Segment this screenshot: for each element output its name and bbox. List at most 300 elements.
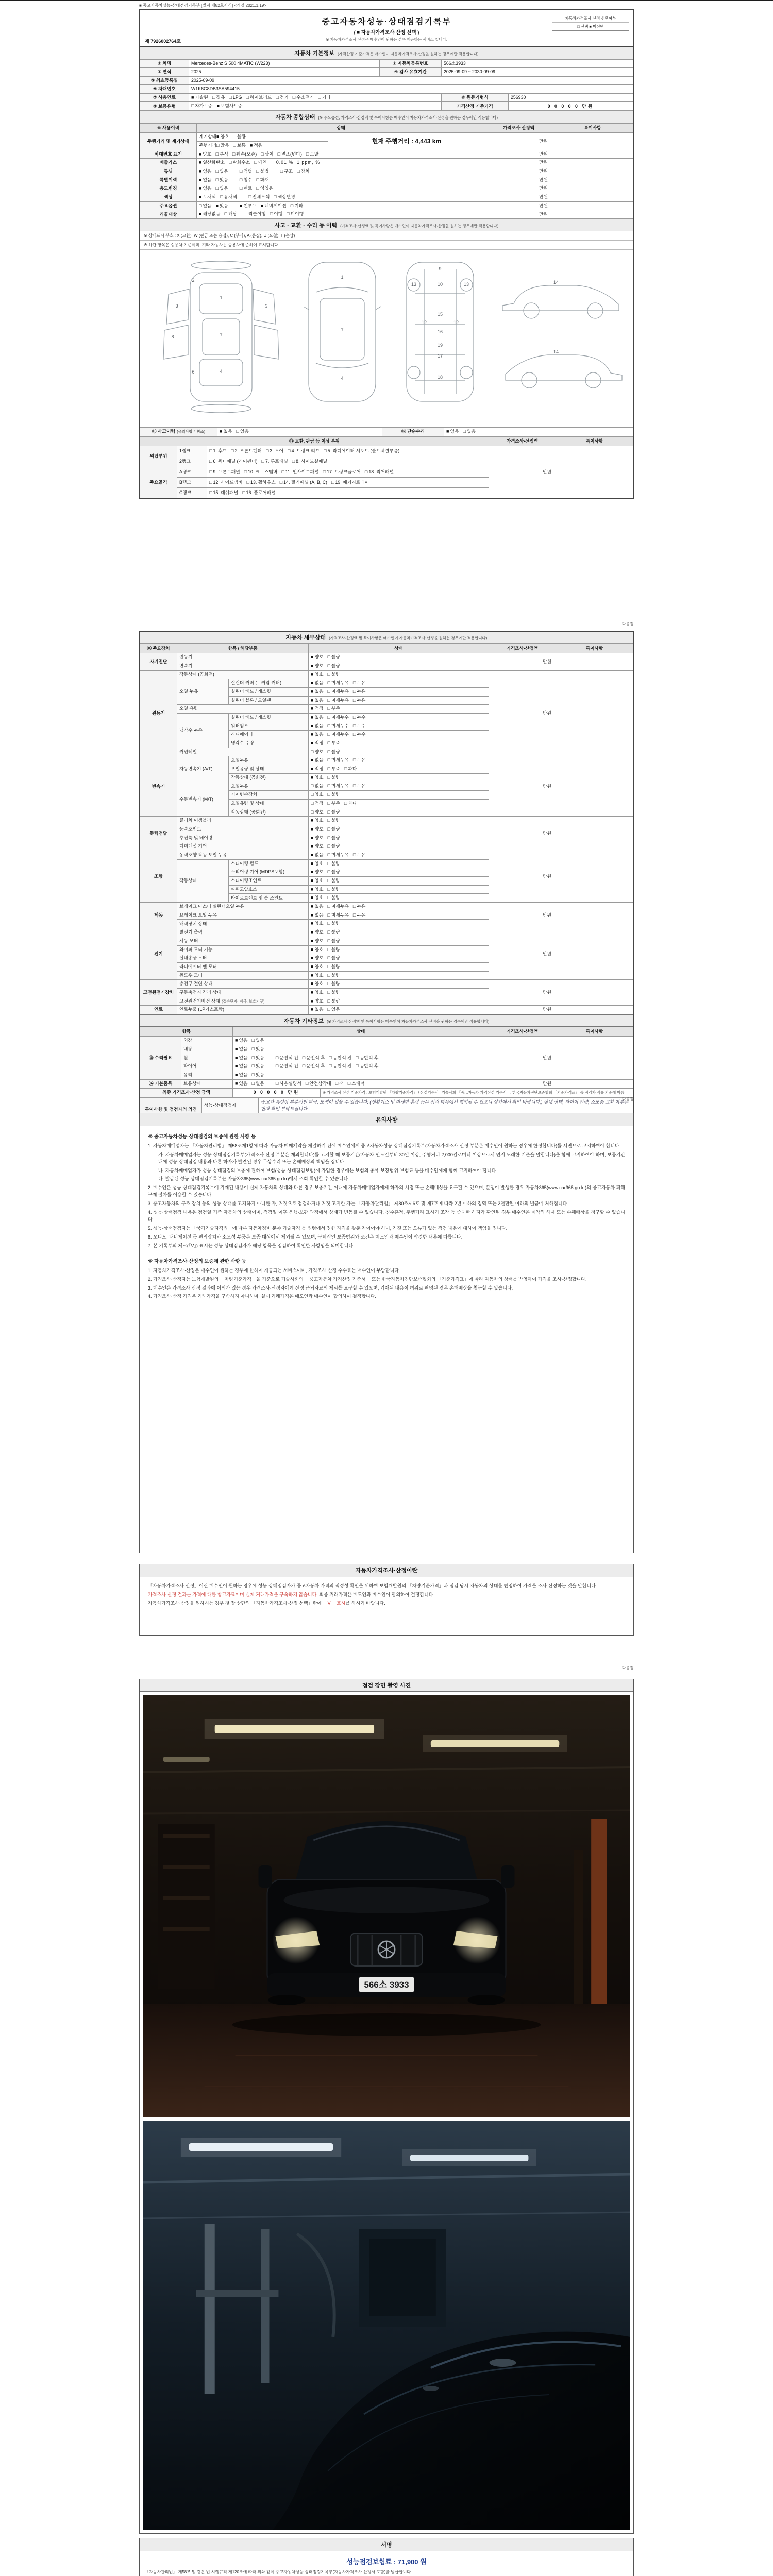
checkbox-option-checked[interactable] (311, 698, 323, 704)
checkbox-option-checked[interactable] (311, 895, 323, 901)
option-group (311, 757, 369, 762)
checkbox-option-checked[interactable] (311, 826, 323, 833)
checkbox-option-checked[interactable] (311, 672, 323, 678)
section-page4 (139, 1679, 634, 2576)
cell-text: 만원 (543, 951, 551, 957)
checkbox-icon: □ (302, 1055, 306, 1060)
checkbox-option[interactable] (270, 211, 282, 217)
checkbox-option[interactable] (209, 468, 240, 476)
checkbox-option[interactable] (327, 783, 348, 789)
checkbox-label: 불량 (331, 963, 340, 969)
cell-text: 주요골격 (149, 479, 167, 485)
checkbox-checked-icon: ■ (220, 429, 223, 434)
checkbox-option-checked[interactable] (311, 938, 323, 944)
checkbox-option-checked[interactable] (311, 1007, 323, 1013)
checkbox-option[interactable] (463, 429, 475, 435)
checkbox-label: 보통 (237, 142, 246, 148)
checkbox-option[interactable] (348, 1081, 365, 1087)
checkbox-option-checked[interactable] (311, 921, 323, 927)
option-group (311, 792, 344, 797)
checkbox-option[interactable] (324, 447, 399, 455)
checkbox-option[interactable] (215, 151, 228, 158)
checkbox-icon: □ (231, 448, 234, 453)
checkbox-option[interactable] (353, 783, 365, 789)
checkbox-option[interactable] (251, 1063, 264, 1070)
checkbox-option[interactable] (327, 654, 340, 660)
checkbox-option[interactable] (209, 457, 258, 465)
checkbox-label: 없음 (314, 723, 324, 728)
checkbox-option[interactable] (247, 479, 276, 486)
checkbox-option[interactable] (306, 151, 318, 158)
checkbox-option[interactable] (215, 168, 228, 175)
checkbox-option[interactable] (242, 489, 276, 497)
checkbox-option[interactable] (209, 479, 243, 486)
checkbox-option-checked[interactable] (311, 766, 323, 772)
svg-text:13: 13 (411, 282, 417, 287)
checkbox-option-checked[interactable] (311, 740, 323, 747)
price-survey-select-choice[interactable]: □ 선택 ■ 미선택 (577, 24, 604, 29)
paragraph (148, 1591, 625, 1599)
checkbox-option-checked[interactable] (240, 203, 257, 209)
checkbox-option[interactable] (215, 185, 228, 192)
checkbox-label: 없음 (314, 757, 324, 763)
row-label (140, 76, 189, 84)
checkbox-option-checked[interactable] (311, 663, 323, 669)
checkbox-option-checked[interactable] (311, 887, 323, 893)
checkbox-option[interactable] (251, 1038, 264, 1044)
checkbox-option[interactable] (233, 143, 245, 149)
checkbox-option-checked[interactable] (311, 964, 323, 970)
table-cell (552, 210, 633, 219)
checkbox-option[interactable] (256, 168, 268, 175)
checkbox-option[interactable] (353, 715, 365, 721)
next-page-marker: 다음장 (621, 1666, 634, 1670)
checkbox-option[interactable] (353, 852, 365, 858)
checkbox-label: 양호 (314, 774, 324, 780)
checkbox-option-checked[interactable] (215, 203, 228, 209)
checkbox-checked-icon: ■ (235, 1038, 238, 1043)
row-label (181, 1079, 233, 1088)
checkbox-option[interactable] (327, 955, 340, 961)
row-label (140, 93, 189, 102)
checkbox-option[interactable] (353, 904, 365, 910)
checkbox-option[interactable] (311, 792, 323, 798)
checkbox-option[interactable] (327, 852, 348, 858)
table-cell (197, 141, 328, 150)
checkbox-option-checked[interactable] (311, 852, 323, 858)
checkbox-option[interactable] (209, 489, 238, 497)
checkbox-option[interactable] (229, 160, 250, 166)
checkbox-option-checked[interactable] (311, 998, 323, 1005)
signature-body (140, 2551, 633, 2576)
checkbox-option[interactable] (327, 843, 340, 850)
checkbox-option-checked[interactable] (311, 757, 323, 764)
checkbox-option-checked[interactable] (199, 160, 225, 166)
table-cell (485, 201, 552, 210)
checkbox-option[interactable] (231, 447, 262, 455)
cell-text: 수동변속기 (M/T) (179, 796, 213, 802)
option-group (199, 211, 308, 216)
checkbox-option[interactable] (327, 964, 340, 970)
checkbox-option[interactable] (327, 912, 348, 919)
checkbox-option[interactable] (256, 185, 273, 192)
checkbox-checked-icon: ■ (311, 671, 314, 677)
cell-text: 2025-09-09 (191, 77, 214, 83)
row-label (229, 731, 309, 739)
checkbox-option[interactable] (327, 689, 348, 695)
checkbox-option[interactable] (199, 203, 211, 209)
checkbox-option[interactable] (251, 1046, 264, 1053)
checkbox-label: 없음 (203, 202, 212, 208)
checkbox-option-checked[interactable] (235, 1038, 247, 1044)
option-group (235, 1072, 268, 1077)
checkbox-label: 불량 (331, 869, 340, 875)
checkbox-option[interactable] (327, 757, 348, 764)
checkbox-icon: □ (228, 160, 232, 165)
exchange-repair-table (140, 436, 633, 499)
checkbox-option-checked[interactable] (235, 1063, 247, 1070)
checkbox-option[interactable] (288, 447, 320, 455)
checkbox-option[interactable] (327, 895, 340, 901)
checkbox-option[interactable] (233, 134, 245, 140)
checkbox-label: 없음 (314, 783, 324, 789)
checkbox-option-checked[interactable] (311, 775, 323, 781)
section-subtitle: (※ 주요옵션, 가격조사·산정액 및 특이사항은 매수인이 자동차가격조사·산정을 원하는 경우에만 적용합니다) (318, 115, 498, 121)
checkbox-option[interactable] (327, 878, 340, 884)
checkbox-option[interactable] (335, 1081, 344, 1087)
checkbox-icon: □ (270, 211, 273, 217)
checkbox-option[interactable] (224, 211, 237, 217)
cell-text: ⑧ 원동기형식 (461, 94, 489, 100)
checkbox-label: 불량 (331, 749, 340, 754)
checkbox-option-checked[interactable] (311, 843, 323, 850)
checkbox-option[interactable] (261, 151, 273, 158)
checkbox-option-checked[interactable] (220, 429, 232, 435)
checkbox-option[interactable] (276, 1063, 298, 1070)
checkbox-option-checked[interactable] (311, 904, 323, 910)
cell-text: 가격조사·산정액 (507, 1029, 538, 1035)
cell-text: 실린더 헤드 / 개스킷 (231, 689, 271, 694)
checkbox-option[interactable] (327, 835, 340, 841)
checkbox-option[interactable] (215, 177, 228, 183)
checkbox-checked-icon: ■ (235, 1080, 238, 1086)
table-cell (328, 133, 485, 150)
checkbox-option[interactable] (327, 921, 340, 927)
checkbox-option-checked[interactable] (311, 680, 323, 686)
checkbox-label: 많음 (220, 142, 229, 148)
checkbox-checked-icon: ■ (311, 688, 314, 694)
checkbox-option[interactable] (327, 861, 340, 867)
checkbox-option-checked[interactable] (235, 1055, 247, 1061)
checkbox-option[interactable] (327, 869, 340, 875)
checkbox-option[interactable] (327, 809, 340, 816)
text-span: 「자동차가격조사·산정」이란 매수인이 원하는 경우에 성능·상태점검자가 중고자동차 가격의 적정성 확인을 위하여 보험개발원의 「차량기준가격」과 점검 당시 자동차의 상태를 반영하여 가격을 조사·산정하는 것을 말합니다. (148, 1583, 597, 1588)
checkbox-option[interactable] (327, 792, 340, 798)
text-span: 자동차가격조사·산정을 원하시는 경우 첫 장 상단의 「자동차가격조사·산정 선택」란에 (148, 1600, 323, 1606)
checkbox-option-checked[interactable] (311, 947, 323, 953)
table-cell (309, 971, 489, 980)
checkbox-icon: □ (232, 151, 236, 157)
checkbox-option[interactable] (248, 194, 270, 200)
checkbox-option[interactable] (280, 479, 327, 486)
checkbox-icon: □ (244, 469, 247, 474)
checkbox-option[interactable] (353, 912, 365, 919)
checkbox-option-checked[interactable] (311, 723, 323, 730)
table-cell (197, 150, 485, 159)
checkbox-option[interactable] (353, 689, 365, 695)
table-cell (309, 851, 489, 859)
checkbox-option[interactable] (287, 211, 304, 217)
checkbox-option[interactable] (262, 457, 288, 465)
checkbox-option[interactable] (327, 818, 340, 824)
cell-text: 워터펌프 (231, 723, 248, 728)
checkbox-option[interactable] (311, 749, 323, 755)
checkbox-option[interactable] (303, 1063, 325, 1070)
row-label (380, 68, 442, 76)
option-group (209, 469, 398, 474)
checkbox-option[interactable] (318, 95, 330, 101)
checkbox-label: 불량 (331, 886, 340, 892)
checkbox-option[interactable] (251, 1055, 264, 1061)
checkbox-option[interactable] (327, 990, 340, 996)
checkbox-icon: □ (352, 680, 356, 686)
checkbox-option[interactable] (327, 749, 340, 755)
checkbox-option-checked[interactable] (311, 732, 323, 738)
checkbox-option[interactable] (281, 468, 318, 476)
checkbox-option[interactable] (327, 706, 340, 712)
row-label (177, 834, 309, 842)
checkbox-option-checked[interactable] (311, 912, 323, 919)
checkbox-option[interactable] (327, 998, 340, 1005)
column-header (309, 644, 489, 653)
checkbox-option[interactable] (327, 672, 340, 678)
cell-text: 변속기 (152, 783, 165, 789)
checkbox-option[interactable] (327, 929, 340, 936)
checkbox-option[interactable] (291, 203, 303, 209)
table-row (140, 851, 633, 859)
checkbox-option[interactable] (251, 1081, 264, 1087)
checkbox-option[interactable] (256, 177, 268, 183)
checkbox-option[interactable] (356, 1055, 379, 1061)
checkbox-option-checked[interactable] (235, 1072, 247, 1078)
checkbox-option-checked[interactable] (216, 103, 242, 109)
checkbox-option[interactable] (353, 732, 365, 738)
etc-info-table (140, 1027, 633, 1088)
checkbox-option[interactable] (244, 468, 278, 476)
checkbox-option[interactable] (216, 143, 229, 149)
checkbox-option[interactable] (240, 168, 252, 175)
checkbox-option[interactable] (212, 95, 225, 101)
checkbox-option[interactable] (353, 680, 365, 686)
checkbox-option-checked[interactable] (199, 151, 211, 158)
checkbox-option[interactable] (329, 1063, 352, 1070)
checkbox-option[interactable] (236, 429, 248, 435)
checkbox-checked-icon: ■ (199, 151, 202, 157)
checkbox-option-checked[interactable] (191, 95, 208, 101)
cell-text: ④ 검사 유효기간 (394, 69, 427, 75)
section-subtitle: (※ 가격조사·산정액 및 특이사항은 매수인이 자동차가격조사·산정을 원하는 경우에만 적용합니다) (326, 1019, 490, 1024)
checkbox-option[interactable] (356, 1063, 379, 1070)
option-group (209, 448, 404, 453)
checkbox-option[interactable] (240, 177, 252, 183)
checkbox-option[interactable] (353, 723, 365, 730)
checkbox-icon: □ (251, 1038, 255, 1043)
table-row (140, 903, 633, 911)
checkbox-option-checked[interactable] (199, 177, 211, 183)
checkbox-option-checked[interactable] (311, 973, 323, 979)
checkbox-icon: □ (327, 766, 330, 772)
checkbox-label: 없음 (203, 185, 212, 191)
checkbox-option[interactable] (353, 757, 365, 764)
checkbox-option[interactable] (266, 447, 283, 455)
checkbox-label: 훼손(오손) (236, 151, 257, 157)
table-header-row (140, 644, 633, 653)
checkbox-option-checked[interactable] (311, 689, 323, 695)
checkbox-option[interactable] (274, 194, 295, 200)
svg-text:19: 19 (437, 343, 443, 348)
row-label (140, 201, 197, 210)
checkbox-option-checked[interactable] (311, 955, 323, 961)
checkbox-option[interactable] (292, 457, 327, 465)
checkbox-option[interactable] (276, 1081, 301, 1087)
paragraph: 2. 가격조사·산정자는 보험개발원의 「차량기준가격」을 기준으로 기술사회의 「중고자동차 가격산정 기준서」 또는 한국자동차진단보증협회의 「기준가격표」에 따라 자동차의 상태를 반영하여 가격을 조사·산정합니다. (148, 1276, 587, 1282)
checkbox-option[interactable] (232, 151, 257, 158)
column-header (140, 1027, 233, 1037)
checkbox-icon: □ (327, 963, 330, 969)
checkbox-option[interactable] (229, 95, 242, 101)
checkbox-option[interactable] (327, 938, 340, 944)
checkbox-icon: □ (356, 1063, 359, 1069)
checkbox-option[interactable] (327, 801, 340, 807)
checkbox-option[interactable] (311, 801, 323, 807)
checkbox-option-checked[interactable] (311, 981, 323, 987)
checkbox-option-checked[interactable] (446, 429, 459, 435)
checkbox-option[interactable] (327, 715, 348, 721)
checkbox-option[interactable] (280, 168, 293, 175)
checkbox-option-checked[interactable] (250, 143, 262, 149)
checkbox-option[interactable] (327, 981, 340, 987)
checkbox-label: 양호 (203, 151, 212, 157)
checkbox-option-checked[interactable] (216, 134, 229, 140)
checkbox-option[interactable] (344, 766, 357, 772)
option-group (311, 887, 344, 892)
checkbox-option[interactable] (327, 723, 348, 730)
checkbox-option-checked[interactable] (311, 869, 323, 875)
table-cell (189, 93, 442, 102)
table-cell (556, 1006, 633, 1014)
checkbox-option[interactable] (327, 887, 340, 893)
paragraph: 다. 발급된 성능·상태점검기록부는 자동차365(www.car365.go.kr)에서 조회·확인할 수 있습니다. (158, 1176, 349, 1182)
checkbox-option[interactable] (327, 826, 340, 833)
checkbox-option-checked[interactable] (199, 185, 211, 192)
checkbox-label: 불량 (331, 981, 340, 987)
checkbox-option[interactable] (311, 809, 323, 816)
checkbox-icon: □ (331, 479, 334, 485)
table-cell (489, 851, 556, 902)
checkbox-option-checked[interactable] (311, 818, 323, 824)
checkbox-label: 없음 (239, 1046, 248, 1052)
checkbox-option-checked[interactable] (199, 211, 220, 217)
checkbox-label: 17. 트렁크플로어 (327, 469, 361, 474)
checkbox-option[interactable] (329, 1055, 352, 1061)
checkbox-option-checked[interactable] (235, 1081, 247, 1087)
checkbox-option[interactable] (365, 468, 394, 476)
checkbox-option[interactable] (297, 168, 309, 175)
checkbox-option[interactable] (276, 1055, 298, 1061)
checkbox-icon: □ (364, 469, 368, 474)
checkbox-option-checked[interactable] (311, 929, 323, 936)
checkbox-icon: □ (327, 654, 330, 660)
checkbox-label: 사용설명서 (279, 1080, 301, 1086)
checkbox-option[interactable] (220, 194, 237, 200)
checkbox-option-checked[interactable] (311, 835, 323, 841)
table-header-row (140, 436, 633, 446)
checkbox-icon: □ (236, 429, 239, 434)
checkbox-option[interactable] (327, 904, 348, 910)
checkbox-option[interactable] (344, 801, 357, 807)
checkbox-option[interactable] (327, 698, 348, 704)
checkbox-icon: □ (327, 826, 330, 832)
checkbox-option[interactable] (278, 151, 302, 158)
checkbox-option[interactable] (327, 740, 340, 747)
checkbox-option[interactable] (191, 103, 212, 109)
cell-text: ⑯ 기본품목 (148, 1080, 173, 1086)
checkbox-option[interactable] (327, 766, 340, 772)
checkbox-option[interactable] (327, 775, 340, 781)
checkbox-option[interactable] (327, 973, 340, 979)
checkbox-option-checked[interactable] (311, 878, 323, 884)
checkbox-option[interactable] (251, 1072, 264, 1078)
checkbox-option[interactable] (240, 185, 252, 192)
option-group (191, 103, 246, 108)
checkbox-option[interactable] (327, 947, 340, 953)
checkbox-option-checked[interactable] (311, 715, 323, 721)
checkbox-option[interactable] (254, 160, 266, 166)
checkbox-label: 없음 (223, 429, 232, 434)
checkbox-option[interactable] (246, 95, 272, 101)
checkbox-option[interactable] (327, 680, 348, 686)
checkbox-option[interactable] (311, 783, 323, 789)
cell-text: 주행거리 (199, 142, 216, 148)
checkbox-option[interactable] (306, 1081, 331, 1087)
cell-text: 와이퍼 모터 기능 (179, 946, 213, 952)
checkbox-option-checked[interactable] (311, 990, 323, 996)
checkbox-option-checked[interactable] (311, 706, 323, 712)
checkbox-option-checked[interactable] (261, 203, 287, 209)
table-cell (489, 928, 556, 980)
checkbox-option[interactable] (327, 663, 340, 669)
checkbox-option[interactable] (293, 95, 314, 101)
checkbox-option-checked[interactable] (311, 654, 323, 660)
checkbox-icon: □ (327, 852, 330, 857)
checkbox-option[interactable] (303, 1055, 325, 1061)
checkbox-option[interactable] (331, 479, 369, 486)
checkbox-option[interactable] (209, 447, 227, 455)
checkbox-option-checked[interactable] (199, 168, 211, 175)
checkbox-option[interactable] (276, 95, 288, 101)
checkbox-option[interactable] (327, 732, 348, 738)
checkbox-option[interactable] (327, 1007, 340, 1013)
checkbox-option[interactable] (353, 698, 365, 704)
cell-text: B랭크 (179, 479, 191, 485)
checkbox-checked-icon: ■ (199, 211, 202, 217)
checkbox-option-checked[interactable] (199, 194, 216, 200)
table-row (140, 980, 633, 989)
checkbox-option[interactable] (323, 468, 361, 476)
checkbox-icon: □ (327, 981, 330, 987)
checkbox-option-checked[interactable] (311, 861, 323, 867)
checkbox-option-checked[interactable] (235, 1046, 247, 1053)
